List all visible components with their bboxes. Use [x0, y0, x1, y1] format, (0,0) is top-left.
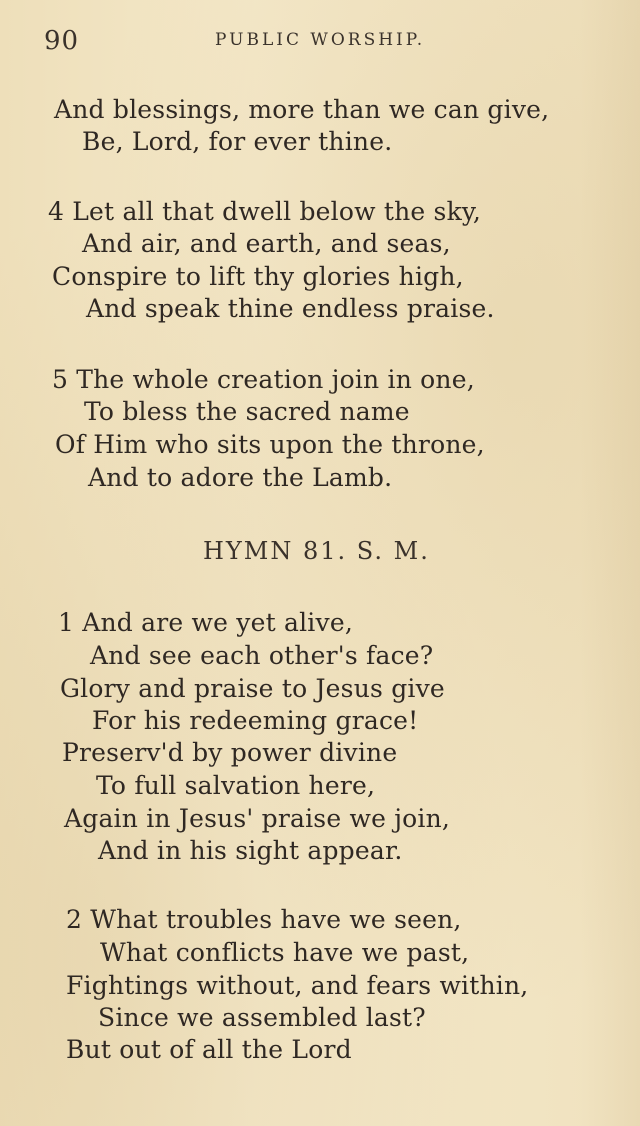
verse-line: What conflicts have we past, — [100, 938, 470, 967]
verse-line: For his redeeming grace! — [92, 706, 419, 735]
verse-line: And blessings, more than we can give, — [54, 95, 550, 124]
verse-line: Again in Jesus' praise we join, — [64, 804, 451, 833]
verse-line: Fightings without, and fears within, — [66, 971, 529, 1000]
page-edge-shading — [580, 0, 640, 1126]
verse-line: 5 The whole creation join in one, — [52, 365, 475, 394]
verse-line: And speak thine endless praise. — [86, 294, 495, 323]
verse-line: 1 And are we yet alive, — [58, 608, 353, 637]
verse-line: 4 Let all that dwell below the sky, — [48, 197, 482, 226]
hymn-title: HYMN 81. S. M. — [203, 537, 430, 565]
verse-line: And in his sight appear. — [98, 836, 403, 865]
running-head: PUBLIC WORSHIP. — [215, 30, 426, 50]
verse-line: Glory and praise to Jesus give — [60, 674, 445, 703]
verse-line: To full salvation here, — [96, 771, 376, 800]
verse-line: And air, and earth, and seas, — [82, 229, 451, 258]
page-number: 90 — [44, 26, 80, 56]
verse-line: Of Him who sits upon the throne, — [55, 430, 485, 459]
verse-line: 2 What troubles have we seen, — [66, 905, 462, 934]
verse-line: Preserv'd by power divine — [62, 738, 398, 767]
verse-line: Be, Lord, for ever thine. — [82, 127, 393, 156]
verse-line: Since we assembled last? — [98, 1003, 426, 1032]
verse-line: And to adore the Lamb. — [88, 463, 393, 492]
verse-line: And see each other's face? — [90, 641, 434, 670]
verse-line: Conspire to lift thy glories high, — [52, 262, 464, 291]
verse-line: But out of all the Lord — [66, 1035, 352, 1064]
verse-line: To bless the sacred name — [84, 397, 410, 426]
